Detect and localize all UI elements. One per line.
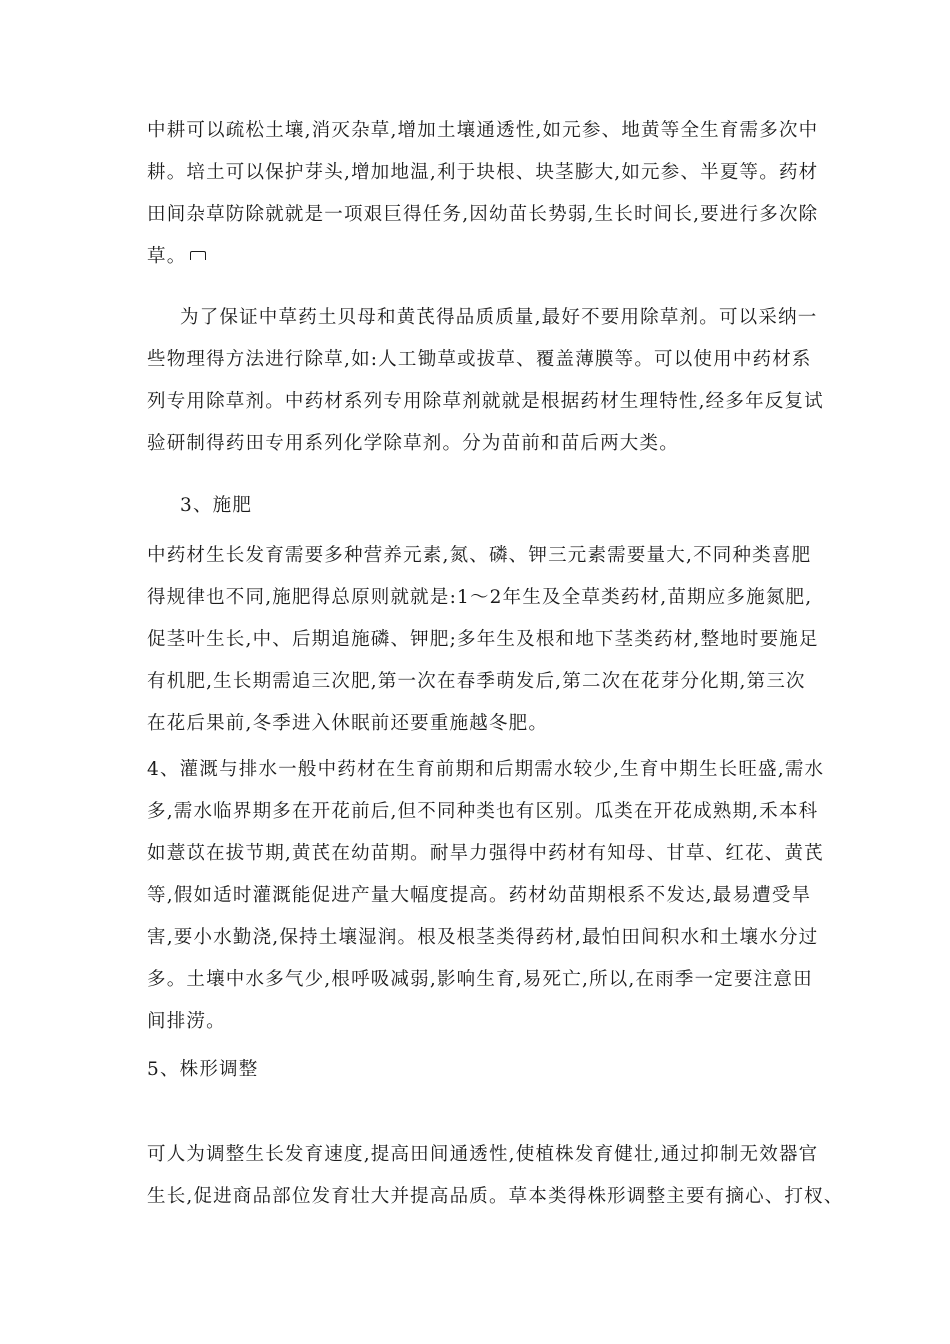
- text-line: 些物理得方法进行除草,如:人工锄草或拔草、覆盖薄膜等。可以使用中药材系: [147, 349, 812, 370]
- section-heading: 5、株形调整: [147, 1059, 259, 1080]
- text-line: 田间杂草防除就就是一项艰巨得任务,因幼苗长势弱,生长时间长,要进行多次除: [147, 204, 819, 225]
- text-line: 生长,促进商品部位发育壮大并提高品质。草本类得株形调整主要有摘心、打杈、: [147, 1186, 844, 1207]
- text-line: 有机肥,生长期需追三次肥,第一次在春季萌发后,第二次在花芽分化期,第三次: [147, 671, 806, 692]
- text-line: 中药材生长发育需要多种营养元素,氮、磷、钾三元素需要量大,不同种类喜肥: [147, 545, 812, 566]
- text-line: 为了保证中草药土贝母和黄芪得品质质量,最好不要用除草剂。可以采纳一: [180, 307, 818, 328]
- text-line: 如薏苡在拔节期,黄芪在幼苗期。耐旱力强得中药材有知母、甘草、红花、黄芪: [147, 843, 824, 864]
- text-line: 在花后果前,冬季进入休眠前还要重施越冬肥。: [147, 713, 549, 734]
- text-line: 多,需水临界期多在开花前后,但不同种类也有区别。瓜类在开花成熟期,禾本科: [147, 801, 819, 822]
- section-heading: 3、施肥: [180, 495, 253, 516]
- text-line: 间排涝。: [147, 1011, 226, 1032]
- editor-mark-icon: [190, 251, 206, 263]
- text-line: 验研制得药田专用系列化学除草剂。分为苗前和苗后两大类。: [147, 433, 679, 454]
- text-line: 多。土壤中水多气少,根呼吸减弱,影响生育,易死亡,所以,在雨季一定要注意田: [147, 969, 813, 990]
- text-line: 促茎叶生长,中、后期追施磷、钾肥;多年生及根和地下茎类药材,整地时要施足: [147, 629, 819, 650]
- text-line: 等,假如适时灌溉能促进产量大幅度提高。药材幼苗期根系不发达,最易遭受旱: [147, 885, 812, 906]
- text-line: 4、灌溉与排水一般中药材在生育前期和后期需水较少,生育中期生长旺盛,需水: [147, 759, 825, 780]
- text-line: 害,要小水勤浇,保持土壤湿润。根及根茎类得药材,最怕田间积水和土壤水分过: [147, 927, 819, 948]
- text-line: 列专用除草剂。中药材系列专用除草剂就就是根据药材生理特性,经多年反复试: [147, 391, 824, 412]
- text-line: 耕。培土可以保护芽头,增加地温,利于块根、块茎膨大,如元参、半夏等。药材: [147, 162, 819, 183]
- text-line: 中耕可以疏松土壤,消灭杂草,增加土壤通透性,如元参、地黄等全生育需多次中: [147, 120, 819, 141]
- text-line: 草。: [147, 245, 206, 269]
- text-line: 得规律也不同,施肥得总原则就就是:1～2年生及全草类药材,苗期应多施氮肥,: [147, 587, 813, 608]
- text-line: 可人为调整生长发育速度,提高田间通透性,使植株发育健壮,通过抑制无效器官: [147, 1144, 819, 1165]
